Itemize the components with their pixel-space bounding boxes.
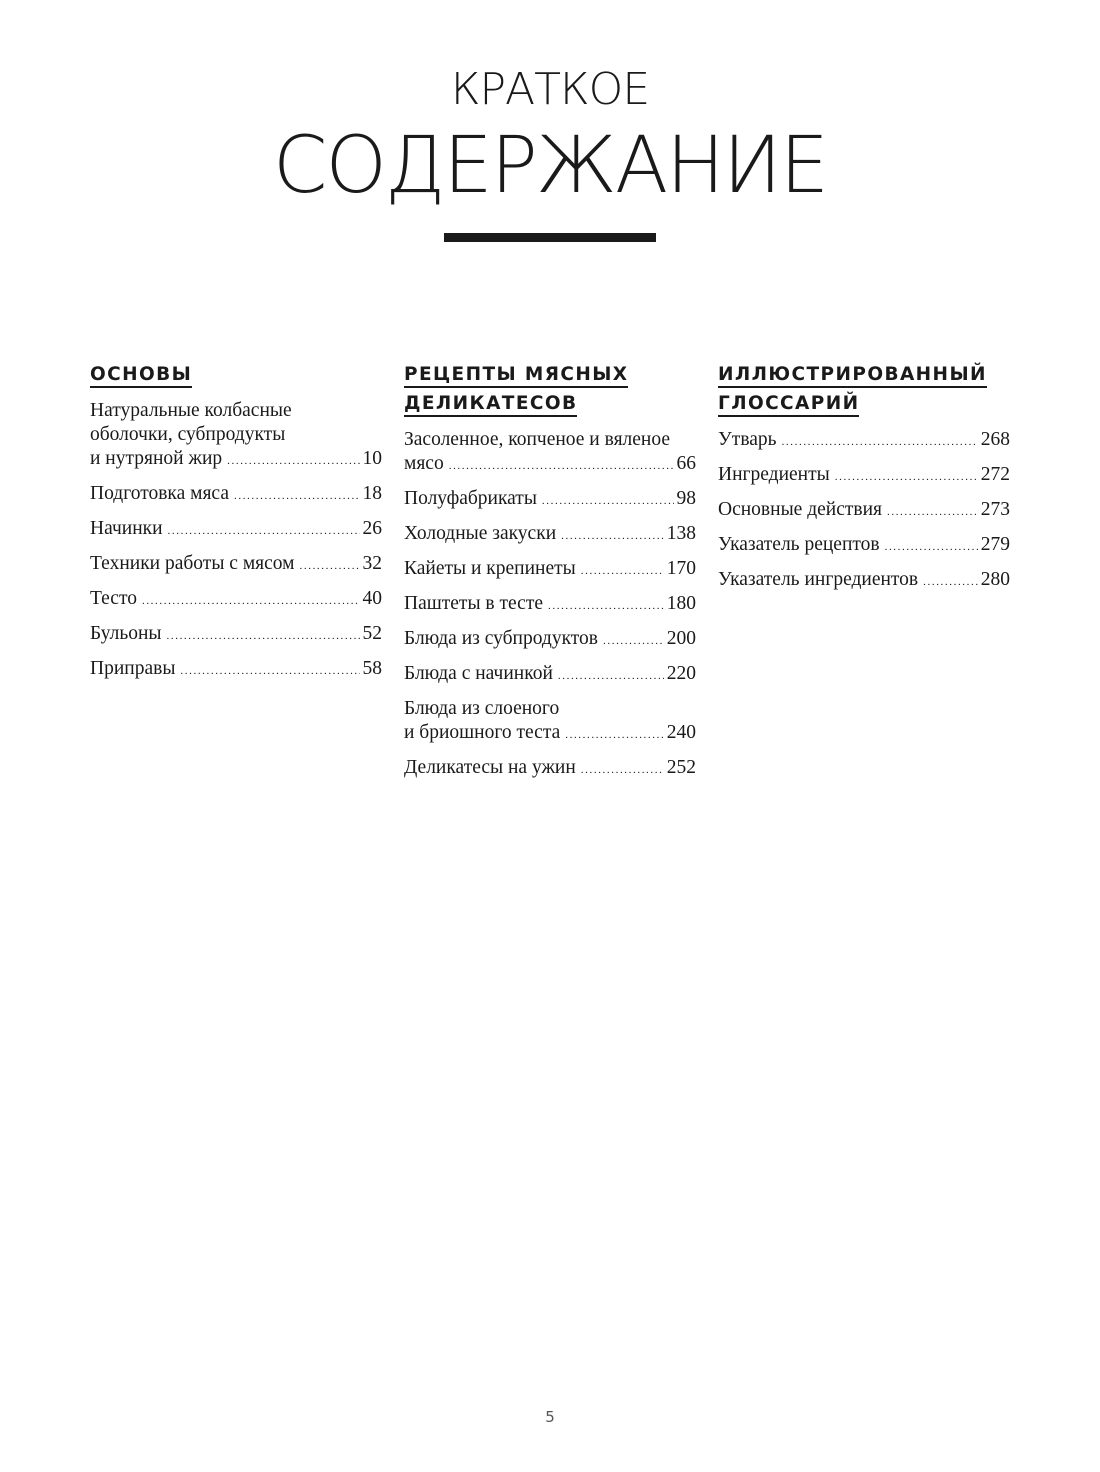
section-heading <box>90 360 382 389</box>
section-heading-line <box>404 389 696 418</box>
toc-entry[interactable] <box>90 587 382 613</box>
toc-entry-row <box>718 498 1010 524</box>
toc-entry-row <box>404 721 696 747</box>
toc-entry-row <box>404 452 696 478</box>
toc-entry[interactable] <box>718 533 1010 559</box>
toc-page-number: 26 <box>362 518 382 539</box>
toc-entry[interactable] <box>718 463 1010 489</box>
section-heading <box>404 360 696 418</box>
toc-page-number: 98 <box>676 488 696 509</box>
dot-leader <box>887 500 978 524</box>
dot-leader <box>234 484 360 508</box>
toc-entry-title: Тесто <box>90 588 137 609</box>
toc-entry[interactable] <box>90 552 382 578</box>
toc-page-number: 273 <box>980 499 1010 520</box>
toc-entry-row <box>90 657 382 683</box>
dot-leader <box>542 489 674 513</box>
toc-entry-row <box>404 592 696 618</box>
toc-page-number: 272 <box>980 464 1010 485</box>
toc-entry-title: Подготовка мяса <box>90 483 229 504</box>
dot-leader <box>300 554 360 578</box>
toc-entry-title: Засоленное, копченое и вяленое <box>404 429 671 450</box>
toc-page-number: 200 <box>666 628 696 649</box>
toc-entry-title: Деликатесы на ужин <box>404 757 576 778</box>
toc-entry-title: Приправы <box>90 658 176 679</box>
toc-page-number: 268 <box>980 429 1010 450</box>
title-line-1: КРАТКОЕ <box>450 64 650 115</box>
section-heading-line <box>718 360 1010 389</box>
toc-entry-row <box>718 533 1010 559</box>
toc-entry-title: Ингредиенты <box>718 464 830 485</box>
section-heading-line <box>404 360 696 389</box>
section-heading-text: ИЛЛЮСТРИРОВАННЫЙ <box>718 364 987 388</box>
toc-page-number: 280 <box>980 569 1010 590</box>
toc-entry[interactable] <box>404 697 696 747</box>
toc-entry[interactable] <box>404 522 696 548</box>
toc-entry-row <box>404 627 696 653</box>
toc-entry-title: Бульоны <box>90 623 162 644</box>
toc-entry-title: Указатель ингредиентов <box>718 569 919 590</box>
dot-leader <box>581 758 664 782</box>
dot-leader <box>167 624 360 648</box>
section-heading-text: ОСНОВЫ <box>90 364 192 388</box>
toc-entry[interactable] <box>404 428 696 478</box>
toc-entry[interactable] <box>90 482 382 508</box>
toc-entry[interactable] <box>404 627 696 653</box>
toc-page-number: 138 <box>666 523 696 544</box>
dot-leader <box>782 430 978 454</box>
toc-page-number: 18 <box>362 483 382 504</box>
dot-leader <box>558 664 664 688</box>
section-heading-text: ДЕЛИКАТЕСОВ <box>404 393 577 417</box>
toc-entry-row <box>90 587 382 613</box>
page-title: СОДЕРЖАНИЕ <box>273 121 827 211</box>
toc-entry-row <box>404 662 696 688</box>
toc-page-number: 252 <box>666 757 696 778</box>
toc-entry[interactable] <box>404 592 696 618</box>
dot-leader <box>923 570 978 594</box>
toc-entry[interactable] <box>404 662 696 688</box>
toc-entry-title: Блюда из субпродуктов <box>404 628 599 649</box>
toc-entry[interactable] <box>404 557 696 583</box>
toc-page-number: 52 <box>362 623 382 644</box>
toc-entry-row <box>90 517 382 543</box>
toc-entry-title: Блюда из слоеного <box>404 698 560 719</box>
toc-page-number: 170 <box>666 558 696 579</box>
toc-entry-row <box>90 552 382 578</box>
dot-leader <box>561 524 664 548</box>
toc-column-basics <box>90 360 382 692</box>
toc-entry[interactable] <box>718 498 1010 524</box>
toc-entry-row <box>404 557 696 583</box>
toc-page-number: 10 <box>362 448 382 469</box>
toc-column-recipes <box>404 360 696 791</box>
toc-entry-title: Указатель рецептов <box>718 534 880 555</box>
title-divider <box>444 233 656 242</box>
toc-page-number: 180 <box>666 593 696 614</box>
section-heading <box>718 360 1010 418</box>
toc-entry-title: Основные действия <box>718 499 882 520</box>
toc-page-number: 40 <box>362 588 382 609</box>
toc-entry-title: Кайеты и крепинеты <box>404 558 576 579</box>
toc-entry-title: Утварь <box>718 429 777 450</box>
toc-entry[interactable] <box>90 399 382 473</box>
toc-entry-title: Натуральные колбасные <box>90 400 292 421</box>
toc-entry-row <box>404 522 696 548</box>
page-number: 5 <box>545 1408 555 1426</box>
toc-entry-title: и бриошного теста <box>404 722 561 743</box>
toc-entry[interactable] <box>404 487 696 513</box>
toc-entry[interactable] <box>90 622 382 648</box>
toc-entry-row <box>90 482 382 508</box>
toc-entry-title: Начинки <box>90 518 163 539</box>
section-heading-line <box>718 389 1010 418</box>
toc-page-number: 220 <box>666 663 696 684</box>
dot-leader <box>142 589 360 613</box>
toc-entry-row <box>404 756 696 782</box>
toc-page-number: 66 <box>676 453 696 474</box>
toc-page-number: 32 <box>362 553 382 574</box>
toc-entry[interactable] <box>90 517 382 543</box>
toc-entry-title: мясо <box>404 453 444 474</box>
toc-entry-row <box>718 568 1010 594</box>
toc-column-glossary <box>718 360 1010 603</box>
dot-leader <box>603 629 664 653</box>
toc-entry-row <box>718 428 1010 454</box>
dot-leader <box>180 659 359 683</box>
dot-leader <box>835 465 978 489</box>
toc-entry-title: Блюда с начинкой <box>404 663 553 684</box>
toc-page-number: 58 <box>362 658 382 679</box>
section-heading-text: РЕЦЕПТЫ МЯСНЫХ <box>404 364 628 388</box>
toc-entry-title: Паштеты в тесте <box>404 593 544 614</box>
toc-page-number: 240 <box>666 722 696 743</box>
toc-entry-title: и нутряной жир <box>90 448 223 469</box>
dot-leader <box>565 723 664 747</box>
section-heading-line <box>90 360 382 389</box>
dot-leader <box>168 519 360 543</box>
toc-entry-row <box>718 463 1010 489</box>
toc-page-number: 279 <box>980 534 1010 555</box>
toc-entry-row <box>90 622 382 648</box>
toc-entry-title: оболочки, субпродукты <box>90 424 286 445</box>
section-heading-text: ГЛОССАРИЙ <box>718 393 859 417</box>
dot-leader <box>227 449 359 473</box>
toc-entry[interactable] <box>718 568 1010 594</box>
dot-leader <box>449 454 674 478</box>
toc-entry[interactable] <box>404 756 696 782</box>
toc-entry-row <box>404 487 696 513</box>
toc-entry[interactable] <box>90 657 382 683</box>
dot-leader <box>581 559 664 583</box>
toc-entry-row <box>90 447 382 473</box>
toc-entry-title: Холодные закуски <box>404 523 557 544</box>
toc-entry[interactable] <box>718 428 1010 454</box>
dot-leader <box>885 535 978 559</box>
toc-entry-title: Полуфабрикаты <box>404 488 537 509</box>
dot-leader <box>548 594 664 618</box>
toc-entry-title: Техники работы с мясом <box>90 553 295 574</box>
